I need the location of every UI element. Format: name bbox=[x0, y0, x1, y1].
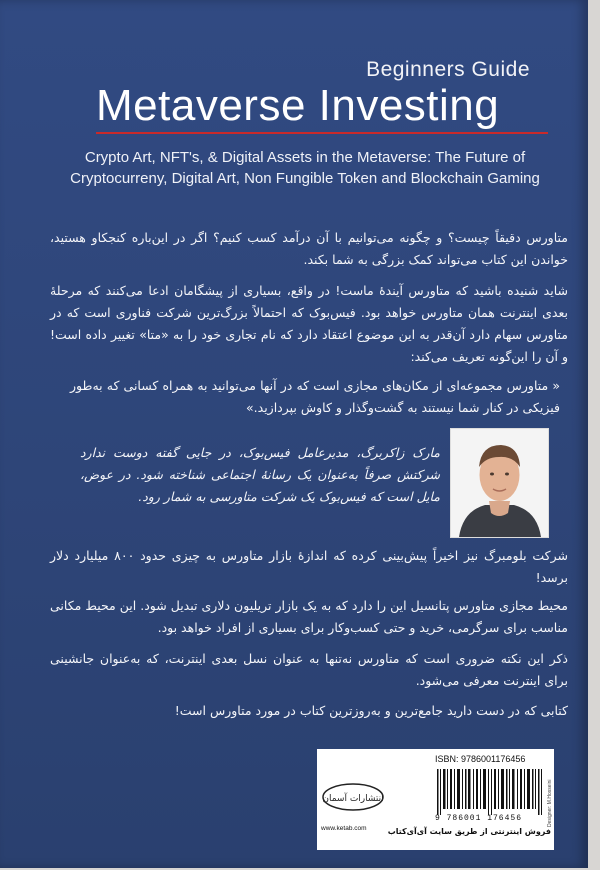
publisher-logo-icon bbox=[321, 782, 385, 812]
closing-paragraph: کتابی که در دست دارید جامع‌ترین و به‌روزترین کتاب در مورد متاورس است! bbox=[174, 703, 568, 718]
bloomberg-paragraph: شرکت بلومبرگ نیز اخیراً پیش‌بینی کرده که اندازهٔ بازار متاورس به چیزی حدود ۸۰۰ میلیارد دلار برسد! bbox=[50, 548, 568, 585]
guide-label: Beginners Guide bbox=[366, 58, 530, 81]
future-paragraph: شاید شنیده باشید که متاورس آیندهٔ ماست! در واقع، بسیاری از پیشگامان ادعا می‌کنند که مرحلهٔ بعدی اینترنت همان متاورس خواهد بود. فیس‌بوک که احتمالاً بزرگ‌ترین شرکت فناوری است که در متاورس سهام دارد آن‌قدر به این موضوع اعتقاد دارد که نام تجاری خود را به «متا» تغییر داده است! و آن را این‌گونه تعریف می‌کند: bbox=[50, 283, 568, 364]
book-title: Metaverse Investing bbox=[96, 81, 500, 130]
intro-paragraph: متاورس دقیقاً چیست؟ و چگونه می‌توانیم با آن درآمد کسب کنیم؟ اگر در این‌باره کنجکاو هستید، خواندن این کتاب می‌تواند کمک بزرگی به شما بکند. bbox=[50, 230, 568, 267]
author-photo bbox=[450, 428, 549, 538]
online-sales-text: فروش اینترنتی از طریق سایت آی‌آی‌کتاب bbox=[387, 827, 551, 836]
book-subtitle: Crypto Art, NFT's, & Digital Assets in the Metaverse: The Future of Cryptocurreny, Digital Art, Non Fungible Token and Blockchain Gaming bbox=[70, 149, 540, 187]
barcode-icon bbox=[435, 769, 545, 815]
market-paragraph: محیط مجازی متاورس پتانسیل این را دارد که به یک بازار تریلیون دلاری تبدیل شود. این محیط مکانی مناسب برای سرگرمی، خرید و حتی کسب‌وکار برای بسیاری از افراد خواهد بود. bbox=[50, 598, 568, 635]
designer-credit-text bbox=[547, 769, 553, 829]
isbn-label: ISBN: 9786001176456 bbox=[435, 754, 526, 764]
designer-note-text: Designer: M.Hosseini bbox=[547, 779, 553, 827]
designer-note bbox=[547, 769, 553, 829]
title-underline bbox=[96, 132, 548, 134]
publisher-name: انتشارات آسمان bbox=[322, 794, 384, 804]
publisher-url: www.ketab.com bbox=[321, 825, 367, 832]
portrait-icon bbox=[451, 429, 548, 537]
isbn-box bbox=[317, 749, 554, 850]
successor-paragraph: ذکر این نکته ضروری است که متاورس نه‌تنها به عنوان نسل بعدی اینترنت، که به‌عنوان جانشینی برای اینترنت معرفی می‌شود. bbox=[50, 651, 568, 688]
barcode-digits: 9 786001 176456 bbox=[435, 814, 523, 823]
zuckerberg-paragraph: مارک زاکربرگ، مدیرعامل فیس‌بوک، در جایی گفته دوست ندارد شرکتش صرفاً به‌عنوان یک رسانهٔ اجتماعی شناخته شود. در عوض، مایل است که فیس‌بوک یک شرکت متاورسی به شمار رود. bbox=[80, 445, 440, 504]
meta-quote: « متاورس مجموعه‌ای از مکان‌های مجازی است که در آنها می‌توانید به همراه کسانی که به‌طور فیزیکی در کنار شما نیستند به گشت‌وگذار و کاوش بپردازید.» bbox=[70, 378, 560, 415]
